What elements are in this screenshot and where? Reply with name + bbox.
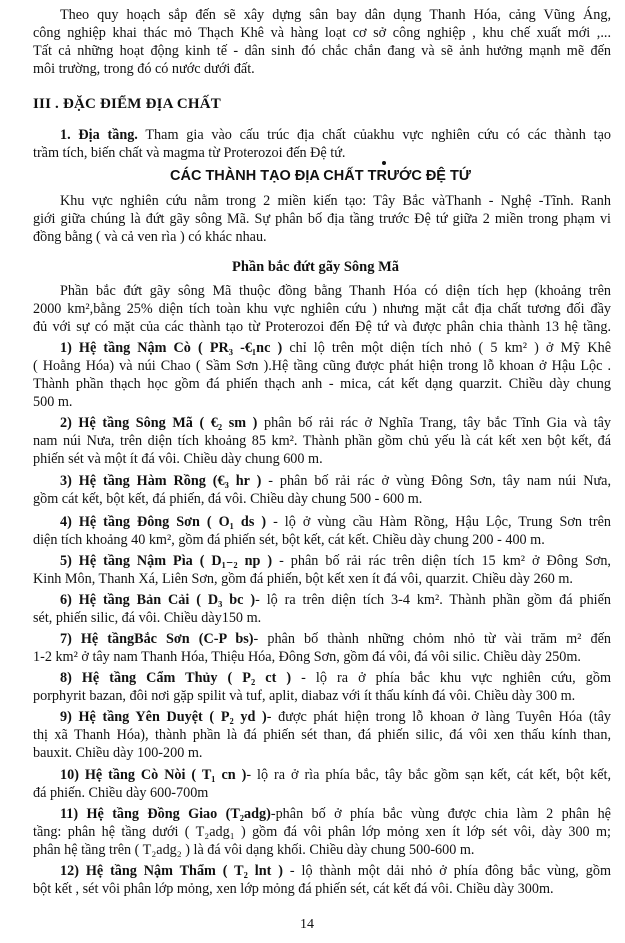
- text-line: 3) Hệ tầng Hàm Rồng (€₃ hr ) - phân bố rải rác ở vùng Đông Sơn, tây nam núi Nưa,: [60, 473, 611, 489]
- text-line: thị xã Thanh Hóa), thành phần là đá phiến sét than, đá phiến silic, đá vôi xen thấu kính than,: [33, 727, 611, 743]
- text-line: 1. Địa tầng. Tham gia vào cấu trúc địa chất củakhu vực nghiên cứu có các thành tạo: [60, 127, 611, 143]
- formation-title: 9) Hệ tầng Yên Duyệt ( P₂ yd ): [60, 709, 267, 725]
- text-line: diện tích khoảng 40 km², gồm đá phiến sét, bột kết, cát kết. Chiều dày chung 200 - 400 m.: [33, 532, 545, 548]
- formation-title: 8) Hệ tầng Cẩm Thủy ( P₂ ct ): [60, 670, 292, 686]
- text-line: phiến sét và một ít đá vôi. Chiều dày chung 600 m.: [33, 451, 323, 467]
- text-line: Kinh Môn, Thanh Xá, Liên Sơn, gồm đá phiến, bột kết xen ít đá vôi, quarzit. Chiều dày 260 m.: [33, 571, 573, 587]
- text-line: Tất cả những hoạt động kinh tế - dân sinh đó chắc chắn đang và sẽ ảnh hưởng mạnh mẽ đến: [33, 43, 611, 59]
- text-line: đồng bằng ( và cả ven rìa ) có khác nhau.: [33, 229, 267, 245]
- text-line: Theo quy hoạch sắp đến sẽ xây dựng sân bay dân dụng Thanh Hóa, cảng Vũng Áng,: [60, 7, 611, 23]
- text-line: trầm tích, biến chất và magma từ Proterozoi đến Đệ tứ.: [33, 145, 346, 161]
- text-line: 500 m.: [33, 394, 73, 410]
- text-line: sét, phiến silic, đá vôi. Chiều dày150 m.: [33, 610, 262, 626]
- text-line: ( Hoằng Hóa) và núi Chao ( Sầm Sơn ).Hệ tầng cũng được phát hiện trong lỗ khoan ở Hậu Lộc .: [33, 358, 611, 374]
- text-line: đủ với sự có mặt của các thành tạo từ Proterozoi đến Đệ tứ và được phân chia thành 13 hệ tầng.: [33, 319, 611, 335]
- text-line: 5) Hệ tầng Nậm Pìa ( D₁₋₂ np ) - phân bố rải rác trên diện tích 15 km² ở Đông Sơn,: [60, 553, 611, 569]
- formation-title: 2) Hệ tầng Sông Mã ( €₂ sm ): [60, 415, 258, 431]
- formation-title: 10) Hệ tầng Cò Nòi ( T₁ cn ): [60, 767, 247, 783]
- formation-title: 11) Hệ tầng Đồng Giao (T₂adg): [60, 806, 271, 822]
- text-line: Khu vực nghiên cứu nằm trong 2 miền kiến tạo: Tây Bắc vàThanh - Nghệ -Tĩnh. Ranh: [60, 193, 611, 209]
- section-title: III . ĐẶC ĐIỂM ĐỊA CHẤT: [33, 96, 221, 112]
- bullet-dot: [382, 161, 386, 165]
- text-line: porphyrit bazan, đôi nơi gặp spilit và tuf, aplit, diabaz với ít thấu kính đá vôi. Chiều dày 300 m.: [33, 688, 576, 704]
- text-line: phân hệ tầng trên ( T₂adg₂ ) là đá vôi dạng khối. Chiều dày chung 500-600 m.: [33, 842, 475, 858]
- text-line: gồm cát kết, bột kết, đá phiến, đá vôi. Chiều dày chung 500 - 600 m.: [33, 491, 423, 507]
- text-line: công nghiệp khai thác mỏ Thạch Khê và hàng loạt cơ sở công nghiệp , khu chế xuất mới ,...: [33, 25, 611, 41]
- text-line: Thành phần thạch học gồm đá phiến thạch anh - mica, cát kết dạng quarzit. Chiều dày chung: [33, 376, 611, 392]
- formation-title: 4) Hệ tầng Đông Sơn ( O₁ ds ): [60, 514, 267, 530]
- text-line: 1-2 km² ở tây nam Thanh Hóa, Thiệu Hóa, Đông Sơn, gồm đá vôi, đá vôi silic. Chiều dày 250m.: [33, 649, 581, 665]
- text-line: đá phiến. Chiều dày 600-700m: [33, 785, 209, 801]
- formation-title: 6) Hệ tầng Bản Cải ( D₃ bc ): [60, 592, 256, 608]
- text-line: 2) Hệ tầng Sông Mã ( €₂ sm ) phân bố rải rác ở Nghĩa Trang, tây bắc Tĩnh Gia và tây: [60, 415, 611, 431]
- text-line: tầng: phân hệ tầng dưới ( T₂adg₁ ) gồm đá vôi phân lớp mỏng xen ít lớp sét vôi, dày 300 m;: [33, 824, 611, 840]
- formation-title: 3) Hệ tầng Hàm Rồng (€₃ hr ): [60, 473, 262, 489]
- formation-title: 1) Hệ tầng Nậm Cò ( PR₃ -€₁nc ): [60, 340, 283, 356]
- formation-title: 7) Hệ tầngBắc Sơn (C-P bs): [60, 631, 254, 647]
- page-number: 14: [300, 917, 314, 932]
- stratigraphy-label: 1. Địa tầng.: [60, 127, 138, 143]
- text-line: 2000 km²,bằng 25% diện tích toàn khu vực nghiên cứu ) nhưng mặt cắt địa chất tương đối đầy: [33, 301, 611, 317]
- text-line: môi trường, trong đó có nước dưới đất.: [33, 61, 255, 77]
- text-line: 10) Hệ tầng Cò Nòi ( T₁ cn )- lộ ra ở rìa phía bắc, tây bắc gồm sạn kết, cát kết, bột kết,: [60, 767, 611, 783]
- text-line: 1) Hệ tầng Nậm Cò ( PR₃ -€₁nc ) chỉ lộ trên một diện tích nhỏ ( 5 km² ) ở Mỹ Khê: [60, 340, 611, 356]
- formation-title: 12) Hệ tầng Nậm Thẩm ( T₂ lnt ): [60, 863, 283, 879]
- formation-title: 5) Hệ tầng Nậm Pìa ( D₁₋₂ np ): [60, 553, 273, 569]
- text-line: bauxit. Chiều dày 100-200 m.: [33, 745, 203, 761]
- text-line: 8) Hệ tầng Cẩm Thủy ( P₂ ct ) - lộ ra ở phía bắc khu vực nghiên cứu, gồm: [60, 670, 611, 686]
- heading-north-fault: Phần bắc đứt gãy Sông Mã: [232, 259, 400, 275]
- text-line: 11) Hệ tầng Đồng Giao (T₂adg)-phân bố ở phía bắc vùng được chia làm 2 phân hệ: [60, 806, 611, 822]
- text-line: nam núi Nưa, trên diện tích khoảng 85 km². Thành phần gồm chủ yếu là cát kết xen bột kết, đá: [33, 433, 611, 449]
- text-line: 6) Hệ tầng Bản Cải ( D₃ bc )- lộ ra trên diện tích 3-4 km². Thành phần gồm đá phiến: [60, 592, 611, 608]
- heading-pre-quaternary: CÁC THÀNH TẠO ĐỊA CHẤT TRƯỚC ĐỆ TỨ: [170, 168, 471, 184]
- text-line: 9) Hệ tầng Yên Duyệt ( P₂ yd )- được phát hiện trong lỗ khoan ở làng Tuyên Hóa (tây: [60, 709, 611, 725]
- text-line: Phần bắc đứt gãy sông Mã thuộc đồng bằng Thanh Hóa có diện tích hẹp (khoảng trên: [60, 283, 611, 299]
- text-line: giới giữa chúng là đứt gãy sông Mã. Sự phân bố địa tầng trước Đệ tứ giữa 2 miền trong phạm vi: [33, 211, 611, 227]
- text-line: bột kết , sét vôi phân lớp mỏng, xen lớp mỏng đá phiến sét, cát kết đá vôi. Chiều dày 300m.: [33, 881, 554, 897]
- text-line: 12) Hệ tầng Nậm Thẩm ( T₂ lnt ) - lộ thành một dải nhỏ ở phía đông bắc vùng, gồm: [60, 863, 611, 879]
- text-line: 4) Hệ tầng Đông Sơn ( O₁ ds ) - lộ ở vùng cầu Hàm Rồng, Hậu Lộc, Trung Sơn trên: [60, 514, 611, 530]
- text-line: 7) Hệ tầngBắc Sơn (C-P bs)- phân bố thành những chỏm nhỏ từ vài trăm m² đến: [60, 631, 611, 647]
